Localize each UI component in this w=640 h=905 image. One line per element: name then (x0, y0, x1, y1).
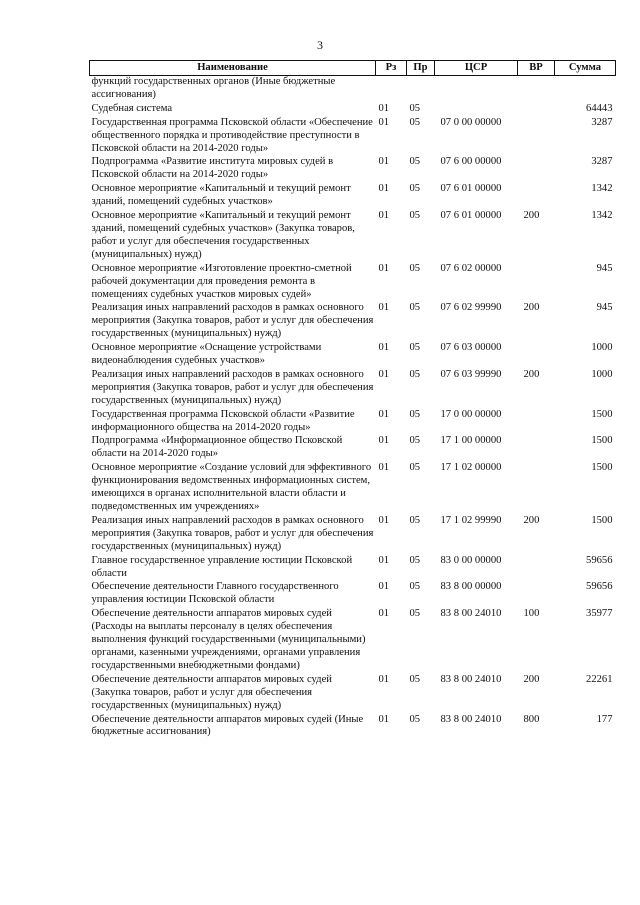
table-row (90, 342, 616, 369)
cell-sum: 1342 (591, 183, 613, 195)
table-row (90, 555, 616, 582)
cell-name: Обеспечение деятельности аппаратов мировых судей (Расходы на выплаты персоналу в целях обеспечения выполнения функций государственными (муниципальными) органами, казенными учреждениями, органами управления государственными внебюджетными фондами) (91, 608, 366, 671)
table-header (90, 61, 616, 76)
cell-rz: 01 (378, 210, 390, 222)
cell-csr: 07 0 00 00000 (440, 116, 502, 128)
cell-vr (518, 117, 555, 157)
cell-pr: 05 (409, 608, 421, 620)
cell-sum: 1000 (591, 368, 613, 380)
cell-vr: 200 (523, 368, 540, 380)
cell-pr: 05 (409, 368, 421, 380)
cell-vr: 200 (523, 673, 540, 685)
cell-name: Основное мероприятие «Изготовление проектно-сметной рабочей документации для проведения ремонта в помещениях судебных участков мировых судей» (91, 262, 352, 300)
table-row (90, 183, 616, 210)
table-row (90, 156, 616, 183)
cell-pr: 05 (409, 210, 421, 222)
cell-pr: 05 (409, 183, 421, 195)
cell-vr (518, 581, 555, 608)
cell-rz: 01 (378, 673, 390, 685)
cell-vr: 200 (523, 514, 540, 526)
cell-name: Обеспечение деятельности аппаратов мировых судей (Иные бюджетные ассигнования) (91, 713, 364, 738)
cell-csr: 07 6 00 00000 (440, 156, 502, 168)
cell-csr: 07 6 03 99990 (440, 368, 502, 380)
cell-sum: 1000 (591, 342, 613, 354)
table-row (90, 608, 616, 674)
cell-vr: 100 (523, 608, 540, 620)
table-row (90, 409, 616, 436)
cell-rz: 01 (378, 183, 390, 195)
table-row (90, 302, 616, 342)
cell-csr: 17 1 02 00000 (440, 462, 502, 474)
cell-vr (518, 409, 555, 436)
cell-name: Подпрограмма «Развитие института мировых судей в Псковской области на 2014-2020 годы» (91, 156, 334, 181)
table-row (90, 674, 616, 714)
cell-rz: 01 (378, 608, 390, 620)
cell-sum: 945 (596, 302, 613, 314)
cell-csr: 83 0 00 00000 (440, 554, 502, 566)
cell-pr: 05 (409, 435, 421, 447)
cell-sum: 59656 (586, 554, 613, 566)
cell-csr (435, 76, 518, 103)
cell-csr (435, 103, 518, 117)
cell-name: Обеспечение деятельности аппаратов мировых судей (Закупка товаров, работ и услуг для обеспечения государственных (муниципальных) нужд) (91, 673, 332, 711)
cell-csr: 07 6 02 99990 (440, 302, 502, 314)
cell-pr: 05 (409, 514, 421, 526)
cell-rz: 01 (378, 302, 390, 314)
page-number: 3 (317, 38, 323, 52)
header-name: Наименование (90, 61, 376, 76)
cell-csr: 07 6 03 00000 (440, 342, 502, 354)
table-row (90, 714, 616, 741)
header-vr: ВР (518, 61, 555, 76)
cell-name: Главное государственное управление юстиции Псковской области (91, 554, 353, 579)
cell-name: Подпрограмма «Информационное общество Псковской области на 2014-2020 годы» (91, 435, 343, 460)
table-row (90, 462, 616, 515)
cell-vr (518, 462, 555, 515)
table-row (90, 210, 616, 263)
cell-rz: 01 (378, 408, 390, 420)
table-row (90, 435, 616, 462)
cell-rz: 01 (378, 581, 390, 593)
cell-csr: 07 6 01 00000 (440, 210, 502, 222)
cell-vr (518, 103, 555, 117)
cell-vr (518, 435, 555, 462)
cell-csr: 07 6 01 00000 (440, 183, 502, 195)
cell-rz: 01 (378, 514, 390, 526)
cell-csr: 17 1 00 00000 (440, 435, 502, 447)
cell-vr: 200 (523, 210, 540, 222)
cell-csr: 17 1 02 99990 (440, 514, 502, 526)
cell-sum: 59656 (586, 581, 613, 593)
cell-vr (518, 555, 555, 582)
cell-name: функций государственных органов (Иные бюджетные ассигнования) (91, 76, 336, 100)
cell-csr: 83 8 00 00000 (440, 581, 502, 593)
cell-pr: 05 (409, 102, 421, 114)
cell-vr (518, 263, 555, 303)
cell-rz: 01 (378, 342, 390, 354)
table-row (90, 581, 616, 608)
cell-sum: 64443 (586, 102, 613, 114)
header-pr: Пр (407, 61, 435, 76)
cell-csr: 07 6 02 00000 (440, 262, 502, 274)
cell-rz: 01 (378, 435, 390, 447)
cell-name: Государственная программа Псковской области «Развитие информационного общества на 2014-2020 годы» (91, 408, 355, 433)
cell-sum: 3287 (591, 116, 613, 128)
cell-sum: 945 (596, 262, 613, 274)
cell-csr: 83 8 00 24010 (440, 608, 502, 620)
cell-pr: 05 (409, 302, 421, 314)
cell-name: Реализация иных направлений расходов в рамках основного мероприятия (Закупка товаров, работ и услуг для обеспечения государственных (муниципальных) нужд) (91, 302, 374, 340)
table-row (90, 515, 616, 555)
cell-name: Обеспечение деятельности Главного государственного управления юстиции Псковской области (91, 581, 339, 606)
cell-name: Основное мероприятие «Капитальный и текущий ремонт зданий, помещений судебных участков» (91, 183, 351, 208)
cell-name: Основное мероприятие «Создание условий для эффективного функционирования ведомственных информационных систем, имеющихся в органах исполнительной власти области и подведомственных им учреждениях» (91, 462, 372, 512)
cell-name: Основное мероприятие «Капитальный и текущий ремонт зданий, помещений судебных участков» (Закупка товаров, работ и услуг для обеспечения государственных (муниципальных) нужд) (91, 210, 355, 260)
header-rz: Рз (376, 61, 407, 76)
cell-pr: 05 (409, 408, 421, 420)
table-row (90, 263, 616, 303)
cell-rz: 01 (378, 102, 390, 114)
cell-pr: 05 (409, 554, 421, 566)
header-sum: Сумма (555, 61, 616, 76)
cell-pr (407, 76, 435, 103)
cell-csr: 17 0 00 00000 (440, 408, 502, 420)
table-body (90, 76, 616, 741)
cell-vr (518, 342, 555, 369)
cell-sum: 1500 (591, 462, 613, 474)
cell-pr: 05 (409, 673, 421, 685)
cell-vr (518, 156, 555, 183)
cell-pr: 05 (409, 462, 421, 474)
cell-rz: 01 (378, 713, 390, 725)
cell-pr: 05 (409, 342, 421, 354)
table-row (90, 76, 616, 103)
cell-csr: 83 8 00 24010 (440, 713, 502, 725)
cell-sum (555, 76, 616, 103)
cell-name: Реализация иных направлений расходов в рамках основного мероприятия (Закупка товаров, работ и услуг для обеспечения государственных (муниципальных) нужд) (91, 514, 374, 552)
cell-sum: 1500 (591, 514, 613, 526)
cell-rz: 01 (378, 462, 390, 474)
header-csr: ЦСР (435, 61, 518, 76)
table-row (90, 369, 616, 409)
cell-pr: 05 (409, 713, 421, 725)
cell-name: Судебная система (91, 102, 173, 114)
cell-name: Реализация иных направлений расходов в рамках основного мероприятия (Закупка товаров, работ и услуг для обеспечения государственных (муниципальных) нужд) (91, 368, 374, 406)
cell-vr (518, 183, 555, 210)
cell-rz: 01 (378, 116, 390, 128)
cell-sum: 1500 (591, 435, 613, 447)
cell-rz: 01 (378, 262, 390, 274)
cell-sum: 35977 (586, 608, 613, 620)
cell-sum: 1500 (591, 408, 613, 420)
cell-sum: 22261 (586, 673, 613, 685)
cell-sum: 3287 (591, 156, 613, 168)
cell-rz: 01 (378, 554, 390, 566)
table-row (90, 103, 616, 117)
cell-vr (518, 76, 555, 103)
cell-pr: 05 (409, 156, 421, 168)
cell-csr: 83 8 00 24010 (440, 673, 502, 685)
cell-sum: 1342 (591, 210, 613, 222)
header-row (90, 61, 616, 76)
table-row (90, 117, 616, 157)
cell-vr: 800 (523, 713, 540, 725)
cell-pr: 05 (409, 581, 421, 593)
cell-pr: 05 (409, 116, 421, 128)
cell-rz: 01 (378, 156, 390, 168)
cell-sum: 177 (596, 713, 613, 725)
budget-table (89, 60, 616, 740)
cell-rz: 01 (378, 368, 390, 380)
cell-pr: 05 (409, 262, 421, 274)
cell-name: Государственная программа Псковской области «Обеспечение общественного порядка и противодействие преступности в Псковской области на 2014-2020 годы» (91, 116, 373, 154)
cell-vr: 200 (523, 302, 540, 314)
cell-name: Основное мероприятие «Оснащение устройствами видеонаблюдения судебных участков» (91, 342, 322, 367)
cell-rz (376, 76, 407, 103)
